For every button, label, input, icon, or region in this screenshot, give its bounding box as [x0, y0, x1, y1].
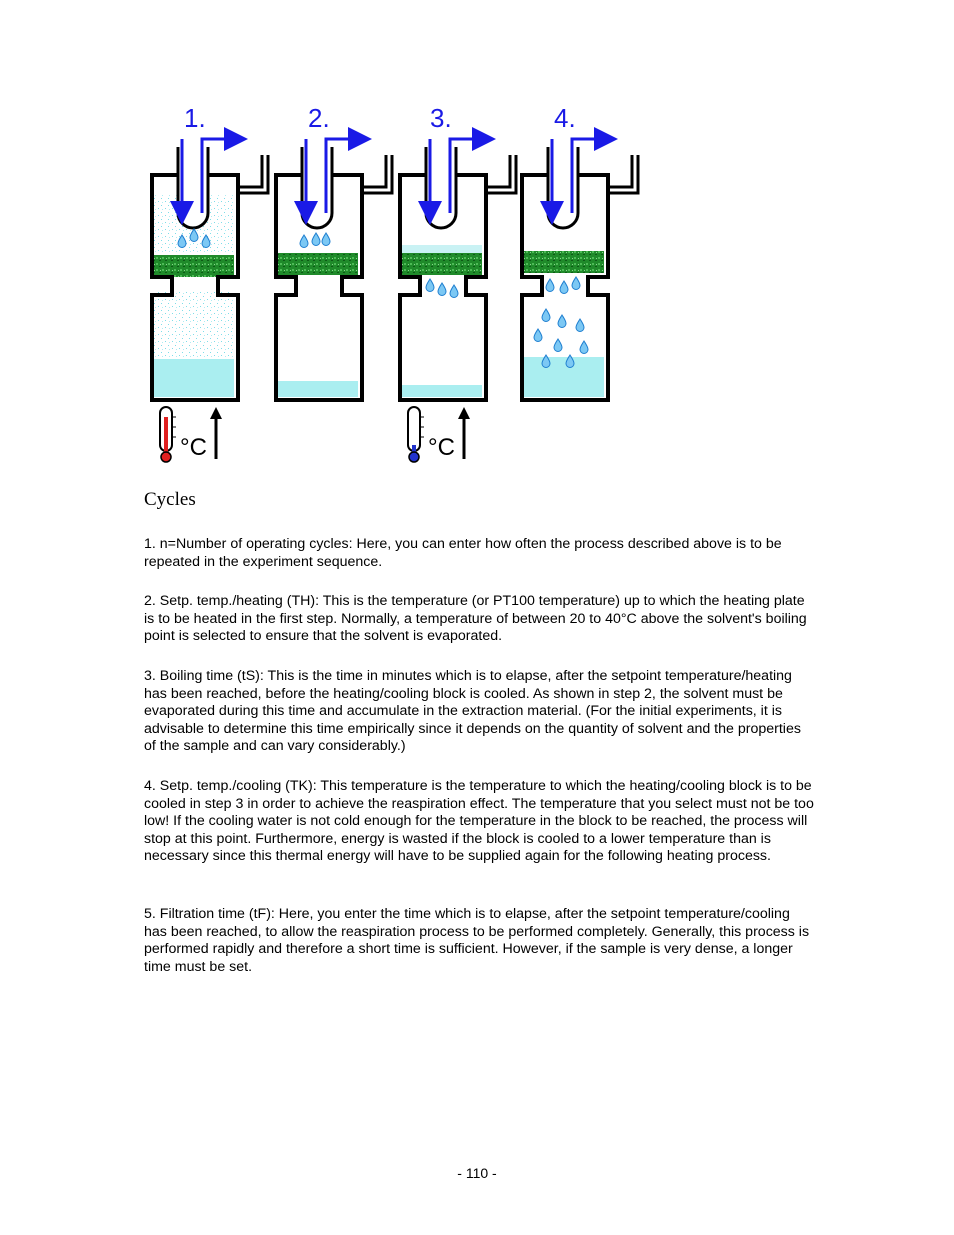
step-label-4: 4. [554, 103, 576, 133]
extraction-cycle-diagram [140, 95, 650, 470]
apparatus-step-2 [276, 139, 392, 400]
paragraph-cycles: 1. n=Number of operating cycles: Here, you can enter how often the process described above is to be repeated in the experiment sequence. [144, 536, 782, 570]
paragraph-boiling-time: 3. Boiling time (tS): This is the time in minutes which is to elapse, after the setpoint temperature/heating has been reached, before the heating/cooling block is cooled. As shown in step 2, the solvent must be evaporated during this time and accumulate in the extraction material. (For the initial experiments, it is advisable to determine this time empirically since it depends on the quantity of solvent and the properties of the sample and can vary considerably.) [144, 668, 801, 755]
step-label-2: 2. [308, 103, 330, 133]
apparatus-step-1 [152, 139, 268, 400]
step-label-1: 1. [184, 103, 206, 133]
cooling-indicator [408, 407, 470, 462]
paragraph-cooling-setpoint: 4. Setp. temp./cooling (TK): This temperature is the temperature to which the heating/cooling block is to be cooled in step 3 in order to achieve the reaspiration effect. The temperature that you select must not be too low! If the cooling water is not cold enough for the temperature in the block to be reached, the process will stop at this point. Furthermore, energy is wasted if the block is cooled to a lower temperature than is necessary since this thermal energy will have to be supplied again for the following heating process. [144, 778, 814, 865]
apparatus-step-4 [522, 139, 638, 400]
step-label-3: 3. [430, 103, 452, 133]
step-labels [184, 103, 576, 133]
heating-indicator [160, 407, 222, 462]
thermometer-cold-icon [408, 407, 420, 451]
unit-label-cold: °C [428, 434, 455, 461]
page-number: - 110 - [457, 1165, 497, 1181]
apparatus-step-3 [400, 139, 516, 400]
paragraph-heating-setpoint: 2. Setp. temp./heating (TH): This is the temperature (or PT100 temperature) up to which the heating plate is to be heated in the first step. Normally, a temperature of between 20 to 40°C above the solvent's boiling point is selected to ensure that the solvent is evaporated. [144, 593, 807, 645]
paragraph-filtration-time: 5. Filtration time (tF): Here, you enter the time which is to elapse, after the setpoint temperature/cooling has been reached, to allow the reaspiration process to be performed completely. Generally, this process is performed rapidly and therefore a short time is sufficient. However, if the sample is very dense, a longer time must be set. [144, 906, 810, 975]
unit-label-hot: °C [180, 434, 207, 461]
section-heading: Cycles [144, 489, 196, 510]
